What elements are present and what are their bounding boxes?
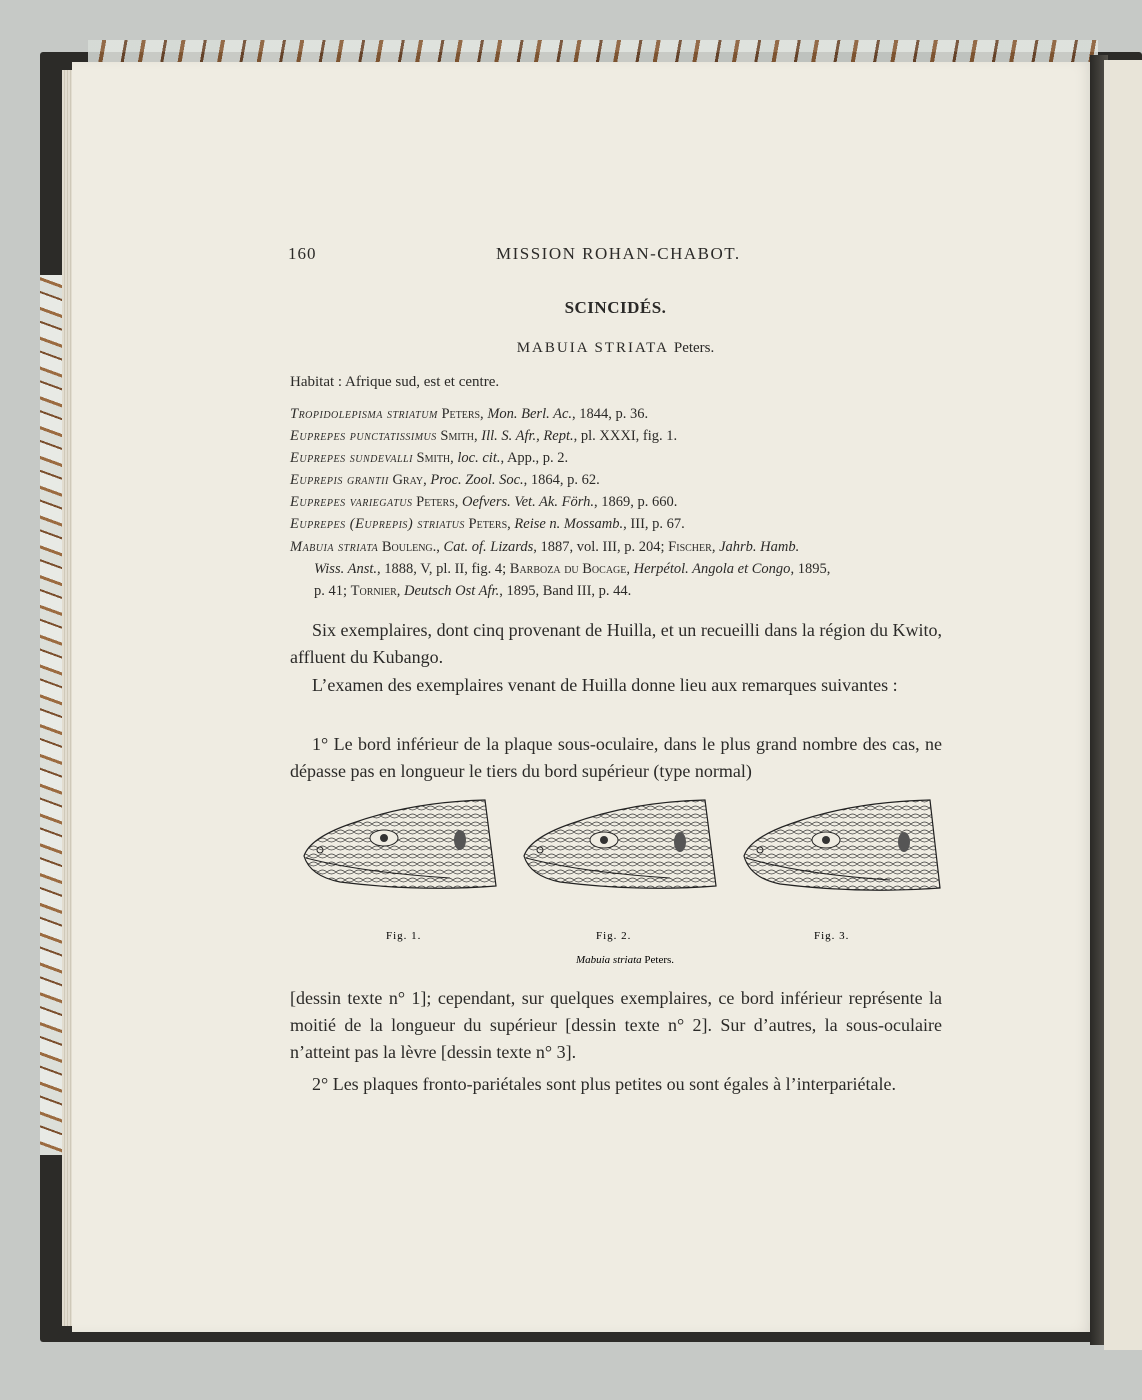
figure-plate — [300, 796, 960, 976]
synonym-citation: , pl. XXXI, fig. 1. — [573, 428, 678, 444]
synonym-author: Peters, — [437, 406, 488, 422]
synonym-reference: , Deutsch Ost Afr. — [396, 583, 500, 599]
synonym-citation: , 1895, — [790, 561, 831, 577]
synonym-citation: , 1844, p. 36. — [572, 406, 649, 422]
synonym-reference: loc. cit. — [457, 450, 501, 466]
body-paragraph: [dessin texte n° 1]; cependant, sur quelques exemplaires, ce bord inférieur représente la moitié de la longueur du supérieur [dessin texte n° 2]. Sur d’autres, la sous-oculaire n’atteint pas la lèvre [dessin texte n° 3]. — [290, 988, 942, 1062]
lizard-head-illustration — [520, 796, 720, 896]
synonym-genus: Euprepes sundevalli — [290, 450, 413, 466]
plate-caption — [300, 954, 950, 966]
synonym-line — [290, 513, 945, 535]
synonym-line — [290, 536, 945, 558]
synonym-reference: Oefvers. Vet. Ak. Förh. — [462, 494, 594, 510]
synonym-genus: Euprepes variegatus — [290, 494, 413, 510]
synonym-author: Barboza du Bocage — [509, 561, 627, 577]
synonym-author: Smith, — [436, 428, 482, 444]
plate-caption-author: Peters. — [641, 954, 675, 966]
lizard-head-illustration — [300, 796, 500, 896]
plate-caption-species: Mabuia striata — [575, 954, 642, 966]
synonym-line — [290, 491, 945, 513]
synonym-reference: Proc. Zool. Soc. — [430, 472, 524, 488]
synonym-reference: , Herpétol. Angola et Congo — [626, 561, 791, 577]
species-heading — [288, 340, 943, 357]
marbled-endpaper-left — [40, 275, 64, 1155]
synonym-reference: Mon. Berl. Ac. — [487, 406, 573, 422]
synonym-citation: , 1864, p. 62. — [523, 472, 600, 488]
synonym-line — [290, 403, 945, 425]
figure-caption: Fig. 1. — [386, 930, 422, 942]
synonym-reference: Wiss. Anst. — [314, 561, 377, 577]
section-title: SCINCIDÉS. — [564, 298, 667, 317]
body-paragraph: Six exemplaires, dont cinq provenant de Huilla, et un recueilli dans la région du Kwito, affluent du Kubango. — [290, 620, 942, 667]
synonym-genus: Euprepes (Euprepis) striatus — [290, 516, 465, 532]
species-author: Peters. — [673, 340, 715, 356]
synonym-citation: , 1895, Band III, p. 44. — [499, 583, 632, 599]
synonym-citation: , App., p. 2. — [500, 450, 569, 466]
synonym-reference: , Jahrb. Hamb. — [711, 539, 800, 555]
synonym-line-continued — [314, 580, 969, 602]
synonym-line — [290, 425, 945, 447]
synonym-genus: Tropidolepisma striatum — [290, 406, 438, 422]
synonym-citation: , III, p. 67. — [623, 516, 685, 532]
synonym-author: Gray, — [388, 472, 431, 488]
synonym-author: Peters, — [464, 516, 515, 532]
running-title: MISSION ROHAN-CHABOT. — [496, 244, 741, 263]
synonym-author: Fischer — [668, 539, 712, 555]
page-number: 160 — [288, 244, 317, 263]
figure-caption: Fig. 3. — [814, 930, 850, 942]
lizard-head-illustration — [740, 796, 945, 896]
body-paragraph: L’examen des exemplaires venant de Huilla donne lieu aux remarques suivantes : — [312, 675, 898, 695]
synonym-citation: p. 41; — [314, 583, 351, 599]
synonym-genus: Euprepis grantii — [290, 472, 389, 488]
figure-caption: Fig. 2. — [596, 930, 632, 942]
habitat-line: Habitat : Afrique sud, est et centre. — [290, 374, 500, 390]
synonym-genus: Euprepes punctatissimus — [290, 428, 437, 444]
synonym-author: Tornier — [350, 583, 397, 599]
synonym-reference: Cat. of. Lizards — [443, 539, 534, 555]
synonym-line-continued — [314, 558, 969, 580]
synonym-citation: , 1887, vol. III, p. 204; — [533, 539, 669, 555]
facing-page-edge — [1104, 60, 1142, 1350]
synonym-genus: Mabuia striata — [290, 539, 379, 555]
synonym-author: Bouleng., — [378, 539, 444, 555]
synonym-author: Peters, — [412, 494, 463, 510]
synonym-reference: Ill. S. Afr., Rept. — [481, 428, 574, 444]
synonym-reference: Reise n. Mossamb. — [514, 516, 624, 532]
running-header — [288, 244, 943, 266]
synonym-citation: , 1888, V, pl. II, fig. 4; — [376, 561, 510, 577]
synonym-line — [290, 447, 945, 469]
body-paragraph: 1° Le bord inférieur de la plaque sous-oculaire, dans le plus grand nombre des cas, ne dépasse pas en longueur le tiers du bord supérieur (type normal) — [290, 734, 942, 781]
species-name: MABUIA STRIATA — [516, 340, 669, 356]
body-paragraph: 2° Les plaques fronto-pariétales sont plus petites ou sont égales à l’interpariétale. — [312, 1074, 897, 1094]
synonym-line — [290, 469, 945, 491]
synonym-author: Smith, — [412, 450, 458, 466]
synonym-citation: , 1869, p. 660. — [593, 494, 678, 510]
